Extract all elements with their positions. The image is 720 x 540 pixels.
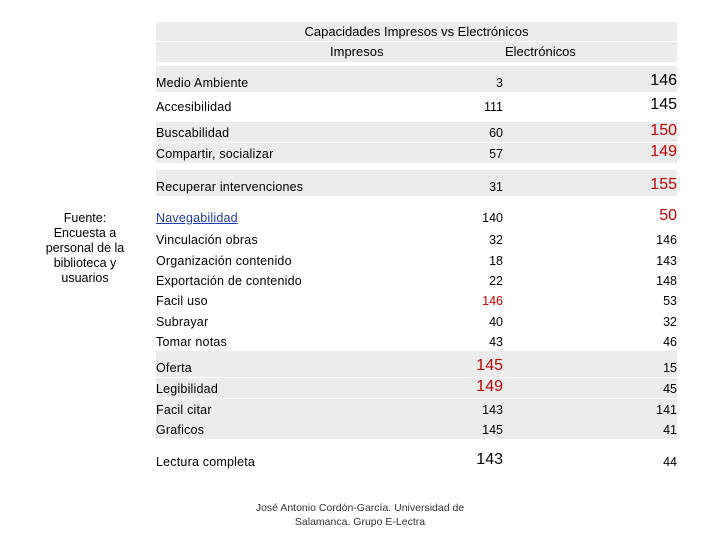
author-credit: José Antonio Cordón-García. Universidad de Salamanca. Grupo E-Lectra: [255, 502, 465, 528]
value-impresos: 60: [489, 126, 503, 140]
value-electronicos: 41: [663, 423, 677, 437]
value-electronicos: 146: [656, 233, 677, 247]
value-electronicos: 145: [650, 96, 677, 113]
row-label: Tomar notas: [156, 335, 227, 349]
value-electronicos: 15: [663, 361, 677, 375]
table-row: [156, 419, 677, 439]
table-row: [156, 96, 677, 116]
row-label: Lectura completa: [156, 455, 256, 469]
value-impresos: 143: [482, 403, 503, 417]
value-impresos: 149: [476, 378, 503, 395]
row-label: Vinculación obras: [156, 233, 258, 247]
header-electronicos: Electrónicos: [505, 44, 576, 59]
row-label: Accesibilidad: [156, 100, 232, 114]
value-electronicos: 50: [659, 207, 677, 224]
table-row: [156, 170, 677, 196]
value-impresos: 145: [482, 423, 503, 437]
value-electronicos: 148: [656, 274, 677, 288]
row-label: Graficos: [156, 423, 205, 437]
row-label: Medio Ambiente: [156, 76, 249, 90]
table-title: Capacidades Impresos vs Electrónicos: [156, 22, 677, 41]
value-impresos: 18: [489, 254, 503, 268]
row-label: Facil uso: [156, 294, 208, 308]
value-electronicos: 45: [663, 382, 677, 396]
row-label: Exportación de contenido: [156, 274, 302, 288]
value-electronicos: 149: [650, 143, 677, 160]
table-row: [156, 445, 677, 471]
value-electronicos: 44: [663, 455, 677, 469]
value-electronicos: 150: [650, 122, 677, 139]
value-impresos: 22: [489, 274, 503, 288]
value-impresos: 57: [489, 147, 503, 161]
row-label: Recuperar intervenciones: [156, 180, 304, 194]
table-row: [156, 66, 677, 92]
row-label: Oferta: [156, 361, 192, 375]
header-impresos: Impresos: [330, 44, 384, 59]
value-electronicos: 46: [663, 335, 677, 349]
table-row: [156, 143, 677, 163]
table-row: [156, 351, 677, 377]
value-impresos: 32: [489, 233, 503, 247]
value-impresos: 111: [483, 100, 503, 114]
table-row: [156, 207, 677, 227]
value-impresos: 43: [489, 335, 503, 349]
table-row: [156, 290, 677, 310]
value-electronicos: 146: [650, 72, 677, 89]
table-row: [156, 378, 677, 398]
value-electronicos: 143: [656, 254, 677, 268]
row-label: Buscabilidad: [156, 126, 230, 140]
table-row: [156, 331, 677, 351]
row-label-link[interactable]: Navegabilidad: [156, 211, 238, 225]
table-row: [156, 250, 677, 270]
table-row: [156, 122, 677, 142]
column-headers: [156, 42, 677, 62]
row-label: Organización contenido: [156, 254, 292, 268]
table-row: [156, 270, 677, 290]
row-label: Compartir, socializar: [156, 147, 274, 161]
value-impresos: 3: [496, 76, 503, 90]
value-impresos: 31: [489, 180, 503, 194]
value-impresos: 143: [476, 451, 503, 468]
value-electronicos: 141: [656, 403, 677, 417]
value-electronicos: 155: [650, 176, 677, 193]
value-impresos: 146: [482, 294, 503, 308]
row-label: Legibilidad: [156, 382, 218, 396]
row-label: Subrayar: [156, 315, 209, 329]
value-electronicos: 32: [663, 315, 677, 329]
table-row: [156, 229, 677, 249]
value-impresos: 145: [476, 357, 503, 374]
table-row: [156, 311, 677, 331]
value-impresos: 40: [489, 315, 503, 329]
value-electronicos: 53: [663, 294, 677, 308]
row-label: Facil citar: [156, 403, 212, 417]
table-row: [156, 399, 677, 419]
value-impresos: 140: [482, 211, 503, 225]
source-note: Fuente: Encuesta a personal de la biblioteca y usuarios: [45, 211, 125, 285]
